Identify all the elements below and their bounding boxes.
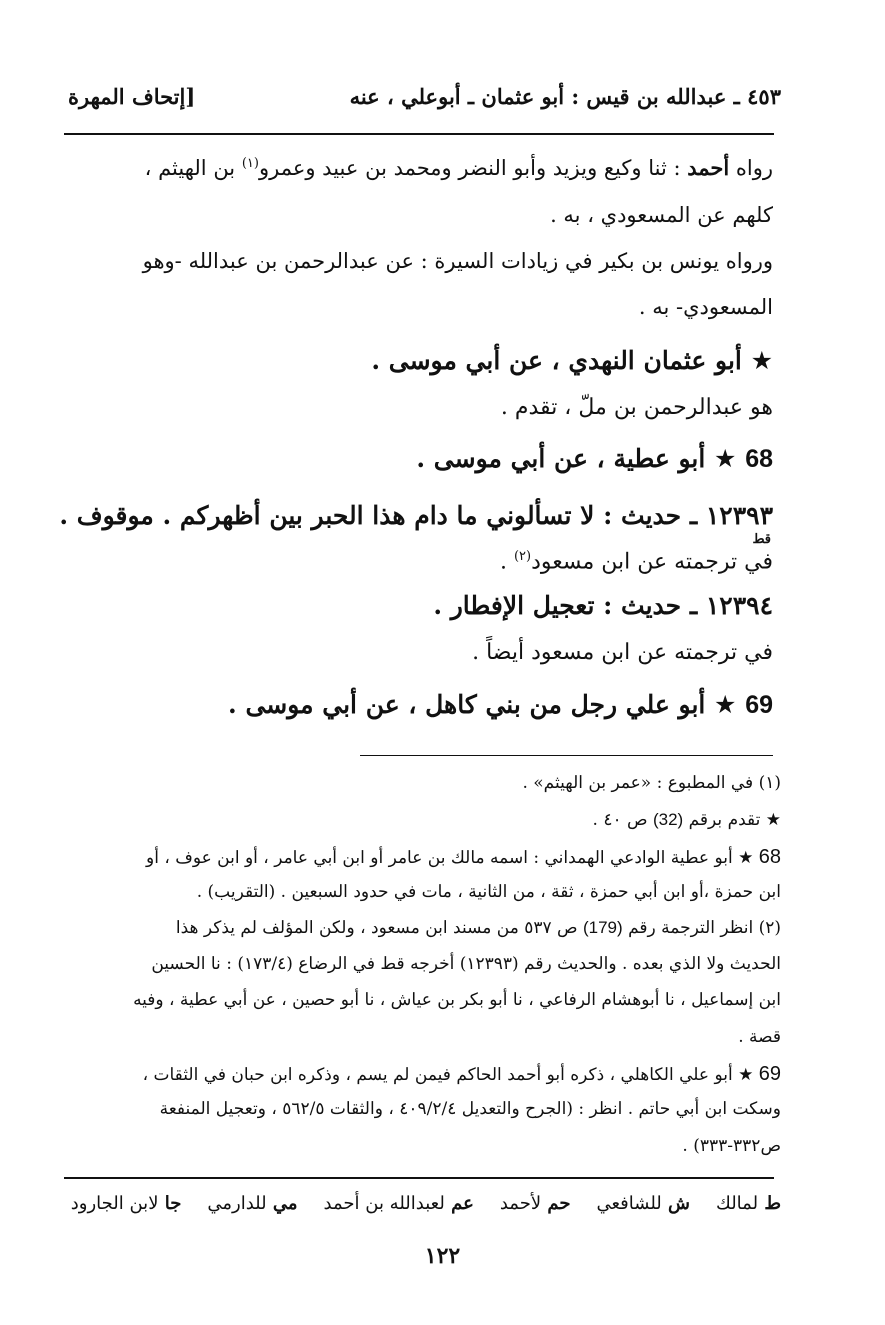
entry-heading-abu-uthman	[371, 346, 773, 375]
text-segment: رواه	[729, 156, 773, 180]
footnote-69	[143, 1063, 781, 1086]
sigla-item	[207, 1193, 297, 1214]
cross-ref-number: (179)	[582, 918, 623, 937]
footnote-star-1	[593, 810, 781, 830]
text-segment: أبو عطية الوادعي الهمداني : اسمه مالك بن عامر أو ابن أبي عامر ، أو ابن عوف ، أو	[145, 848, 739, 868]
sigla-name: للشافعي	[596, 1193, 662, 1214]
text-segment: : ثنا وكيع ويزيد وأبو النضر ومحمد بن عبيد وعمرو	[258, 156, 688, 180]
star-icon: ★	[738, 1065, 754, 1085]
footnote-2-line-2: الحديث ولا الذي بعده . والحديث رقم (١٢٣٩٣) أخرجه قط في الرضاع (١٧٣/٤) : نا الحسين	[151, 954, 781, 974]
sigla-item	[716, 1193, 781, 1214]
sigla-abbr: ط	[764, 1193, 781, 1214]
sigla-key	[71, 1193, 781, 1214]
heading-text: أبو عثمان النهدي ، عن أبي موسى .	[371, 346, 751, 375]
body-line-2: كلهم عن المسعودي ، به .	[550, 203, 773, 227]
sigla-item	[71, 1193, 182, 1214]
entry-number: 68	[758, 846, 781, 868]
entry-number: 68	[745, 445, 773, 473]
sigla-name: للدارمي	[207, 1193, 267, 1214]
cross-ref-number: (32)	[652, 810, 684, 829]
footnote-2-line-4: قصة .	[738, 1027, 781, 1047]
hadith-12393: ١٢٣٩٣ ـ حديث : لا تسألوني ما دام هذا الحبر بين أظهركم . موقوف .	[59, 501, 773, 530]
source-mark: قط	[752, 532, 771, 547]
body-line-4: المسعودي- به .	[638, 295, 773, 319]
sigla-abbr: عم	[451, 1193, 474, 1214]
heading-text: أبو علي رجل من بني كاهل ، عن أبي موسى .	[228, 690, 715, 719]
body-line-6	[500, 549, 773, 574]
footnote-ref: (٢)	[513, 549, 532, 564]
body-line-3: ورواه يونس بن بكير في زيادات السيرة : عن عبدالرحمن بن عبدالله -وهو	[142, 249, 773, 273]
narrator-name: أحمد	[687, 155, 730, 180]
entry-heading-abu-atiyya	[416, 444, 773, 474]
running-header-title: ٤٥٣ ـ عبدالله بن قيس : أبو عثمان ـ أبوعلي ، عنه	[349, 84, 781, 109]
star-icon: ★	[738, 848, 754, 868]
sigla-name: لابن الجارود	[70, 1193, 159, 1214]
text-segment: ص ٤٠ .	[592, 810, 653, 830]
sigla-name: لأحمد	[499, 1193, 542, 1214]
footnote-1: (١) في المطبوع : «عمر بن الهيثم» .	[522, 773, 781, 793]
star-icon: ★	[714, 690, 737, 719]
text-segment: ص ٥٣٧ من مسند ابن مسعود ، ولكن المؤلف لم يذكر هذا	[175, 918, 583, 938]
entry-heading-abu-ali	[228, 690, 773, 720]
running-header-book: [إتحاف المهرة	[68, 84, 196, 109]
star-icon: ★	[714, 444, 737, 473]
hadith-12394: ١٢٣٩٤ ـ حديث : تعجيل الإفطار .	[433, 591, 773, 620]
body-line-1	[145, 155, 773, 180]
footnote-rule	[360, 755, 773, 756]
star-icon: ★	[765, 810, 781, 830]
text-segment: (٢) انظر الترجمة رقم	[622, 918, 781, 938]
sigla-item	[324, 1193, 474, 1214]
text-segment: في ترجمته عن ابن مسعود	[531, 549, 773, 575]
text-segment: بن الهيثم ،	[144, 156, 242, 180]
footnote-2-line-3: ابن إسماعيل ، نا أبوهشام الرفاعي ، نا أبو بكر بن عياش ، نا أبو حصين ، عن أبي عطية ، وفيه	[133, 990, 781, 1010]
heading-text: أبو عطية ، عن أبي موسى .	[416, 444, 715, 473]
text-segment: .	[499, 549, 514, 575]
sigla-name: لعبدالله بن أحمد	[323, 1193, 445, 1214]
sigla-item	[500, 1193, 571, 1214]
footnote-68	[146, 846, 781, 869]
entry-number: 69	[758, 1063, 781, 1085]
sigla-abbr: ش	[668, 1193, 691, 1214]
page-number: ١٢٢	[424, 1243, 461, 1269]
body-line-5: هو عبدالرحمن بن ملّ ، تقدم .	[500, 395, 773, 420]
sigla-abbr: حم	[547, 1193, 571, 1214]
footnote-69-line-2: وسكت ابن أبي حاتم . انظر : (الجرح والتعديل ٤٠٩/٢/٤ ، والثقات ٥٦٢/٥ ، وتعجيل المنفعة	[159, 1099, 781, 1119]
sigla-abbr: جا	[164, 1193, 182, 1214]
sigla-abbr: مي	[272, 1193, 298, 1214]
footnote-2	[176, 918, 781, 938]
footnote-ref: (١)	[241, 156, 259, 171]
sigla-name: لمالك	[716, 1193, 759, 1214]
text-segment: أبو علي الكاهلي ، ذكره أبو أحمد الحاكم فيمن لم يسم ، وذكره ابن حبان في الثقات ،	[142, 1065, 739, 1085]
star-icon: ★	[750, 346, 773, 375]
sigla-item	[596, 1193, 690, 1214]
header-rule	[64, 133, 774, 135]
footnote-68-line-2: ابن حمزة ،أو ابن أبي حمزة ، ثقة ، من الثانية ، مات في حدود السبعين . (التقريب) .	[196, 882, 781, 902]
text-segment: تقدم برقم	[683, 810, 766, 830]
footnote-69-line-3: ص٣٣٢-٣٣٣) .	[682, 1136, 781, 1156]
sigla-rule	[64, 1177, 774, 1179]
body-line-7: في ترجمته عن ابن مسعود أيضاً .	[472, 640, 773, 665]
entry-number: 69	[745, 691, 773, 719]
